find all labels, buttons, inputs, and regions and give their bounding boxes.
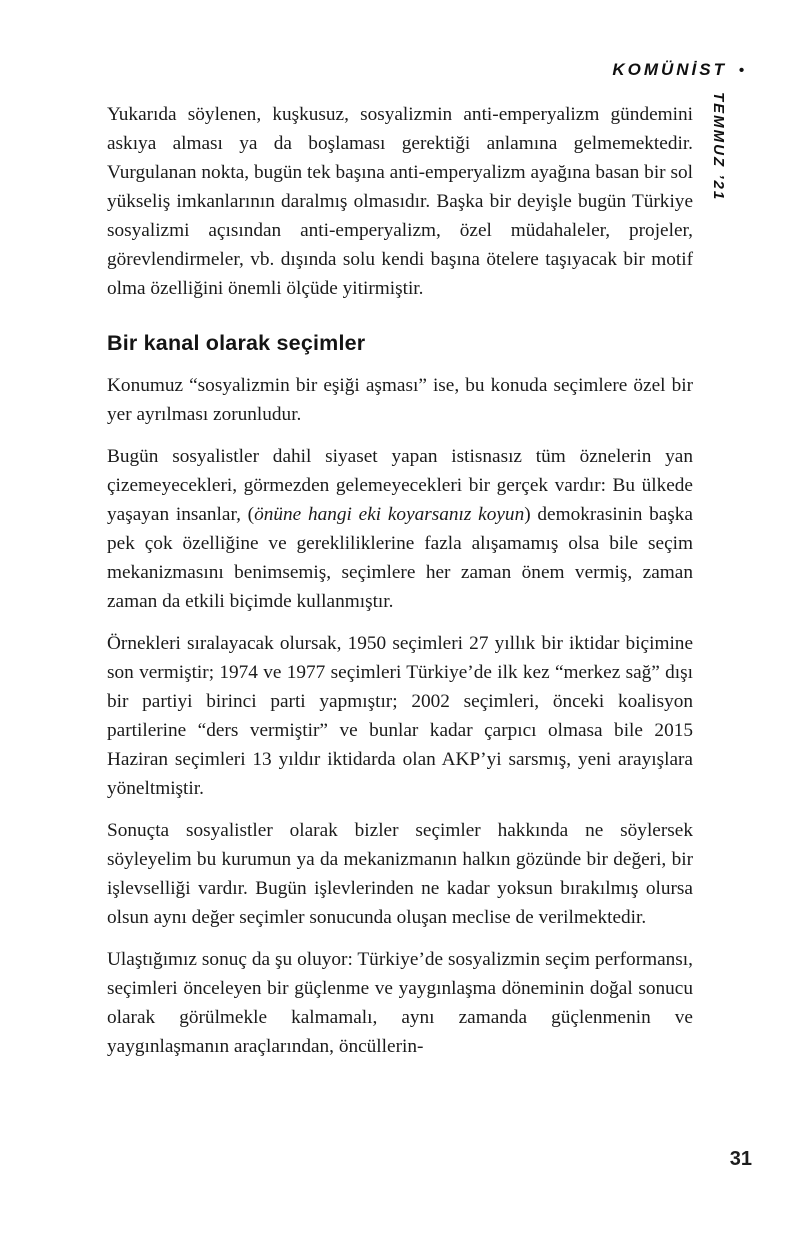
paragraph-segment: Bugün sosyalistler dahil siyaset yapan istisnasız tüm öznelerin yan çizemeyecekleri, görmezden gelemeyecekleri bir gerçek vardır: Bu ülkede yaşayan insanlar, (: [107, 446, 693, 525]
paragraph: [107, 442, 693, 616]
magazine-title: KOMÜNİST: [612, 60, 727, 79]
page-header: [612, 60, 744, 80]
bullet-icon: •: [738, 62, 744, 79]
paragraph: Örnekleri sıralayacak olursak, 1950 seçimleri 27 yıllık bir iktidar biçimine son vermiştir; 1974 ve 1977 seçimleri Türkiye’de ilk kez “merkez sağ” dışı bir partiyi birinci parti yapmıştır; 2002 seçimleri, önceki koalisyon partilerine “ders vermiştir” ve bunlar kadar çarpıcı olmasa bile 2015 Haziran seçimleri 13 yıldır iktidarda olan AKP’yi sarsmış, yeni arayışlara yöneltmiştir.: [107, 633, 693, 799]
section-heading: Bir kanal olarak seçimler: [107, 331, 366, 355]
paragraph-segment: ) demokrasinin başka pek çok özelliğine ve gerekliliklerine fazla alışamamış olsa bile seçim mekanizmasını benimsemiş, seçimlere her zaman önem vermiş, zaman zaman da etkili biçimde kullanmıştır.: [107, 504, 693, 612]
paragraph: Ulaştığımız sonuç da şu oluyor: Türkiye’de sosyalizmin seçim performansı, seçimleri önceleyen bir güçlenme ve yaygınlaşma döneminin doğal sonucu olarak görülmekle kalmamalı, aynı zamanda güçlenmenin ve yaygınlaşmanın araçlarından, öncüllerin-: [107, 949, 693, 1057]
paragraph: Yukarıda söylenen, kuşkusuz, sosyalizmin anti-emperyalizm gündemini askıya alması ya da boşlaması gerektiği anlamına gelmemektedir. Vurgulanan nokta, bugün tek başına anti-emperyalizm ayağına basan bir sol yükseliş imkanlarının daralmış olmasıdır. Başka bir deyişle bugün Türkiye sosyalizmi açısından anti-emperyalizm, özel müdahaleler, projeler, görevlendirmeler, vb. dışında solu kendi başına ötelere taşıyacak bir motif olma özelliğini önemli ölçüde yitirmiştir.: [107, 104, 693, 299]
paragraph: Sonuçta sosyalistler olarak bizler seçimler hakkında ne söylersek söyleyelim bu kurumun ya da mekanizmanın halkın gözünde bir değeri, bir işlevselliği vardır. Bugün işlevlerinden ne kadar yoksun bırakılmış olursa olsun aynı değer seçimler sonucunda oluşan meclise de verilmektedir.: [107, 820, 693, 928]
paragraph: Konumuz “sosyalizmin bir eşiği aşması” ise, bu konuda seçimlere özel bir yer ayrılması zorunludur.: [107, 375, 693, 425]
italic-phrase: önüne hangi eki koyarsanız koyun: [254, 504, 525, 525]
page-number: 31: [729, 1148, 752, 1170]
article-body: [107, 100, 693, 1061]
issue-date: TEMMUZ ’21: [710, 92, 727, 202]
